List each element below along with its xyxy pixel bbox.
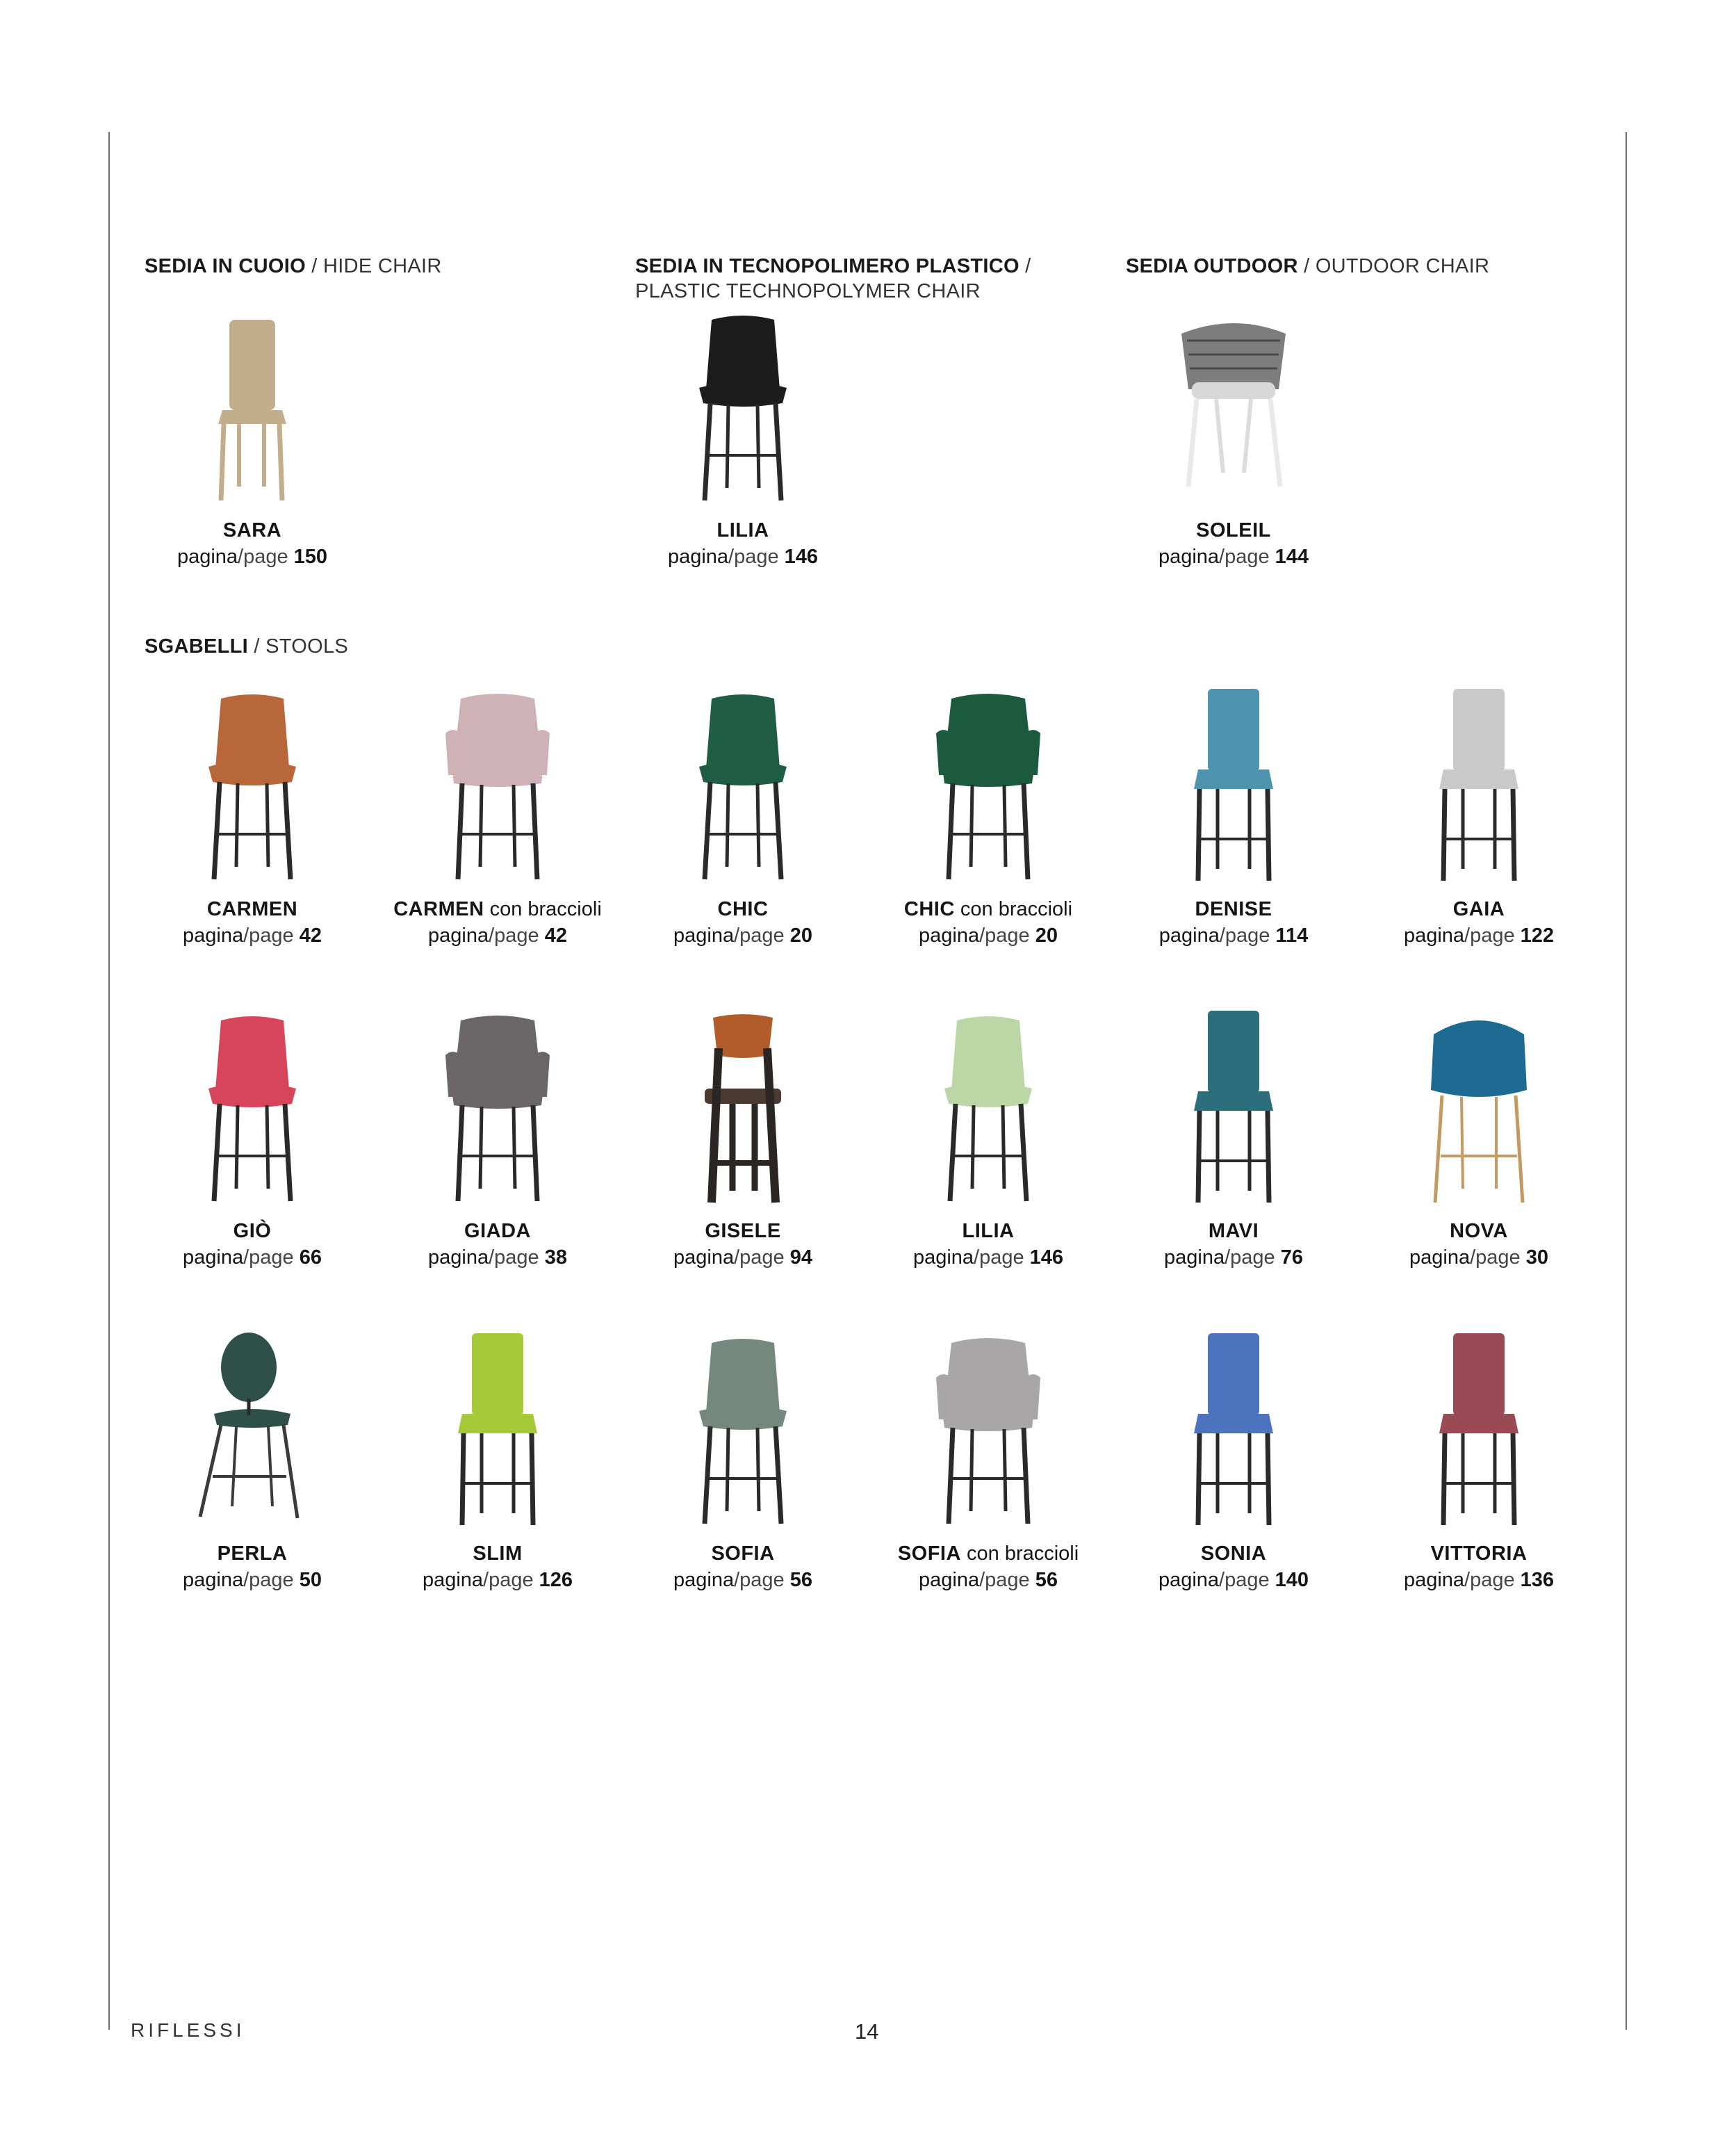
stool-item[interactable] — [1115, 1007, 1352, 1271]
page-label-it: pagina — [428, 1246, 489, 1269]
page-label-it: pagina — [177, 546, 238, 568]
page-number-value: 66 — [299, 1246, 322, 1269]
stool-item[interactable] — [379, 1007, 616, 1271]
page-label-it: pagina — [912, 1246, 974, 1269]
page-number-value: 20 — [789, 925, 812, 947]
page-number-value: 56 — [789, 1569, 812, 1591]
product-page-ref — [1115, 1567, 1352, 1593]
chair-icon — [1115, 306, 1352, 507]
product-name-text: LILIA — [716, 519, 769, 541]
product-name — [625, 1540, 861, 1567]
product-name-text: GISELE — [705, 1220, 781, 1242]
page-label-slash: / — [1219, 925, 1225, 947]
section-heading-separator: / — [1297, 255, 1316, 277]
product-name-text: SARA — [222, 519, 282, 541]
product-name-text: SOFIA — [711, 1542, 775, 1565]
product-name — [379, 1218, 616, 1244]
product-name — [870, 1540, 1106, 1567]
section-heading-italian: SGABELLI — [145, 635, 249, 658]
product-name — [1115, 517, 1352, 544]
product-page-ref — [625, 922, 861, 949]
stool-item[interactable] — [1361, 685, 1597, 949]
chair-icon — [625, 1329, 861, 1531]
stool-item[interactable] — [134, 1007, 370, 1271]
page-label-en: page — [489, 1569, 534, 1591]
page-label-it: pagina — [1164, 1246, 1225, 1269]
product-page-ref — [625, 544, 861, 570]
page-label-slash: / — [489, 925, 495, 947]
page-number-value: 50 — [299, 1569, 322, 1591]
chair-icon — [625, 685, 861, 886]
chair-icon — [134, 1329, 370, 1531]
product-name — [379, 896, 616, 922]
product-page-ref — [1361, 1567, 1597, 1593]
product-name-text: CHIC — [903, 898, 955, 920]
page-label-en: page — [1225, 925, 1270, 947]
product-name — [870, 1218, 1106, 1244]
page-number-value: 42 — [544, 925, 567, 947]
product-name-text: DENISE — [1195, 898, 1272, 920]
page-label-en: page — [985, 1569, 1030, 1591]
chair-item[interactable] — [1115, 306, 1352, 570]
page-label-en: page — [249, 925, 294, 947]
chair-item[interactable] — [134, 306, 370, 570]
product-name — [625, 896, 861, 922]
stool-item[interactable] — [379, 1329, 616, 1593]
page-label-en: page — [249, 1246, 294, 1269]
stool-item[interactable] — [870, 685, 1106, 949]
section-heading-italian: SEDIA IN TECNOPOLIMERO PLASTICO — [635, 255, 1020, 277]
page-label-en: page — [734, 546, 779, 568]
page-label-slash: / — [489, 1246, 495, 1269]
product-page-ref — [1361, 1244, 1597, 1271]
section-heading-english: PLASTIC TECHNOPOLYMER CHAIR — [635, 280, 981, 302]
stool-item[interactable] — [870, 1007, 1106, 1271]
page-label-en: page — [739, 1569, 785, 1591]
page-label-en: page — [979, 1246, 1024, 1269]
page-label-slash: / — [1219, 1569, 1225, 1591]
section-heading-plastic-chair — [635, 254, 1122, 304]
page-number-value: 122 — [1520, 925, 1555, 947]
page-label-it: pagina — [1409, 1246, 1471, 1269]
page-number-value: 38 — [544, 1246, 567, 1269]
chair-icon — [379, 1329, 616, 1531]
product-page-ref — [134, 922, 370, 949]
page-label-slash: / — [979, 925, 985, 947]
chair-icon — [134, 306, 370, 507]
page-number-value: 144 — [1275, 546, 1309, 568]
product-page-ref — [625, 1567, 861, 1593]
product-page-ref — [379, 1244, 616, 1271]
page-label-en: page — [494, 925, 539, 947]
stool-item[interactable] — [1115, 1329, 1352, 1593]
chair-icon — [134, 685, 370, 886]
section-heading-english: STOOLS — [265, 635, 349, 658]
page-label-slash: / — [1464, 925, 1471, 947]
page-label-it: pagina — [919, 1569, 980, 1591]
page-number-value: 146 — [784, 546, 819, 568]
chair-icon — [1115, 685, 1352, 886]
page-label-it: pagina — [183, 925, 244, 947]
page-number-value: 126 — [539, 1569, 573, 1591]
page-label-en: page — [1225, 1569, 1270, 1591]
product-name — [1115, 1218, 1352, 1244]
section-heading-separator: / — [248, 635, 266, 658]
page-label-slash: / — [728, 546, 735, 568]
product-name-text: PERLA — [217, 1542, 288, 1565]
page-number-value: 150 — [293, 546, 328, 568]
product-name — [625, 517, 861, 544]
page-label-it: pagina — [667, 546, 729, 568]
page-label-it: pagina — [673, 925, 735, 947]
chair-item[interactable] — [625, 306, 861, 570]
product-name-text: LILIA — [962, 1220, 1015, 1242]
page-label-en: page — [249, 1569, 294, 1591]
page-number-value: 94 — [789, 1246, 812, 1269]
page-label-en: page — [1470, 1569, 1515, 1591]
page-number: 14 — [855, 2019, 879, 2044]
footer-brand: RIFLESSI — [131, 2019, 245, 2041]
page-label-slash: / — [979, 1569, 985, 1591]
product-name — [134, 517, 370, 544]
chair-icon — [1361, 1329, 1597, 1531]
stool-item[interactable] — [625, 685, 861, 949]
product-name — [1361, 1218, 1597, 1244]
product-name-text: GAIA — [1452, 898, 1505, 920]
page-label-it: pagina — [1403, 1569, 1465, 1591]
section-heading-italian: SEDIA IN CUOIO — [145, 255, 306, 277]
page-label-en: page — [1475, 1246, 1521, 1269]
page-label-en: page — [494, 1246, 539, 1269]
product-name — [1115, 1540, 1352, 1567]
page-label-it: pagina — [183, 1569, 244, 1591]
page-label-en: page — [985, 925, 1030, 947]
page-label-slash: / — [974, 1246, 980, 1269]
section-heading-stools — [145, 634, 348, 659]
chair-icon — [379, 685, 616, 886]
chair-icon — [379, 1007, 616, 1208]
page-label-slash: / — [734, 925, 740, 947]
product-page-ref — [1115, 1244, 1352, 1271]
page-number-value: 76 — [1280, 1246, 1303, 1269]
product-name-text: CARMEN — [393, 898, 484, 920]
page-number-value: 30 — [1525, 1246, 1548, 1269]
page-number-value: 146 — [1029, 1246, 1064, 1269]
chair-icon — [134, 1007, 370, 1208]
product-name — [134, 896, 370, 922]
product-name — [134, 1218, 370, 1244]
page-label-slash: / — [243, 1569, 249, 1591]
page-label-en: page — [739, 1246, 785, 1269]
page-label-slash: / — [734, 1569, 740, 1591]
product-name-text: GIADA — [464, 1220, 531, 1242]
product-name-text: SONIA — [1200, 1542, 1267, 1565]
product-page-ref — [379, 1567, 616, 1593]
page-number-value: 20 — [1035, 925, 1058, 947]
chair-icon — [1115, 1329, 1352, 1531]
product-name — [1361, 1540, 1597, 1567]
product-name-text: CARMEN — [206, 898, 298, 920]
section-heading-english: OUTDOOR CHAIR — [1315, 255, 1490, 277]
page-label-it: pagina — [183, 1246, 244, 1269]
product-variant: con braccioli — [967, 1542, 1079, 1565]
section-heading-outdoor-chair — [1126, 254, 1489, 279]
product-name — [1361, 896, 1597, 922]
chair-icon — [1361, 1007, 1597, 1208]
stool-item[interactable] — [134, 1329, 370, 1593]
left-margin-rule — [108, 132, 110, 2030]
stool-item[interactable] — [625, 1329, 861, 1593]
product-page-ref — [134, 1244, 370, 1271]
page-label-it: pagina — [428, 925, 489, 947]
page-label-slash: / — [243, 1246, 249, 1269]
page-number-value: 140 — [1275, 1569, 1309, 1591]
stool-item[interactable] — [1115, 685, 1352, 949]
product-name — [134, 1540, 370, 1567]
stool-item[interactable] — [379, 685, 616, 949]
page-label-slash: / — [243, 925, 249, 947]
product-name — [1115, 896, 1352, 922]
stool-item[interactable] — [625, 1007, 861, 1271]
chair-icon — [870, 1329, 1106, 1531]
page-label-slash: / — [238, 546, 244, 568]
page-label-en: page — [243, 546, 288, 568]
page-number-value: 42 — [299, 925, 322, 947]
product-name-text: SLIM — [473, 1542, 523, 1565]
chair-icon — [870, 1007, 1106, 1208]
product-name — [625, 1218, 861, 1244]
page-label-it: pagina — [673, 1246, 735, 1269]
chair-icon — [1361, 685, 1597, 886]
page-label-it: pagina — [1403, 925, 1465, 947]
page-label-slash: / — [1464, 1569, 1471, 1591]
section-heading-english: HIDE CHAIR — [323, 255, 442, 277]
stool-item[interactable] — [870, 1329, 1106, 1593]
page-number-value: 136 — [1520, 1569, 1555, 1591]
product-page-ref — [870, 1567, 1106, 1593]
page-label-slash: / — [1219, 546, 1225, 568]
page-label-en: page — [1225, 546, 1270, 568]
page-label-slash: / — [1470, 1246, 1476, 1269]
product-page-ref — [625, 1244, 861, 1271]
chair-icon — [625, 1007, 861, 1208]
product-page-ref — [134, 1567, 370, 1593]
page-label-en: page — [1230, 1246, 1275, 1269]
product-name-text: SOLEIL — [1196, 519, 1271, 541]
product-page-ref — [379, 922, 616, 949]
product-variant: con braccioli — [960, 898, 1073, 920]
product-name — [870, 896, 1106, 922]
page-number-value: 114 — [1275, 925, 1309, 947]
page-label-it: pagina — [1158, 1569, 1220, 1591]
product-page-ref — [134, 544, 370, 570]
stool-item[interactable] — [134, 685, 370, 949]
page-label-en: page — [739, 925, 785, 947]
right-margin-rule — [1626, 132, 1627, 2030]
stool-item[interactable] — [1361, 1007, 1597, 1271]
product-page-ref — [1115, 922, 1352, 949]
page-label-it: pagina — [1158, 925, 1220, 947]
product-name-text: SOFIA — [897, 1542, 961, 1565]
page-label-slash: / — [1225, 1246, 1231, 1269]
page-label-it: pagina — [919, 925, 980, 947]
section-heading-italian: SEDIA OUTDOOR — [1126, 255, 1298, 277]
product-name-text: VITTORIA — [1430, 1542, 1528, 1565]
page-label-slash: / — [483, 1569, 489, 1591]
page-label-it: pagina — [673, 1569, 735, 1591]
product-page-ref — [1115, 544, 1352, 570]
product-page-ref — [1361, 922, 1597, 949]
section-heading-separator: / — [1019, 255, 1031, 277]
page-label-en: page — [1470, 925, 1515, 947]
page-label-it: pagina — [422, 1569, 484, 1591]
product-variant: con braccioli — [489, 898, 602, 920]
chair-icon — [870, 685, 1106, 886]
product-page-ref — [870, 922, 1106, 949]
section-heading-separator: / — [305, 255, 324, 277]
product-name-text: GIÒ — [233, 1220, 272, 1242]
product-name-text: CHIC — [717, 898, 769, 920]
section-heading-hide-chair — [145, 254, 442, 279]
page-label-slash: / — [734, 1246, 740, 1269]
product-name-text: MAVI — [1208, 1220, 1259, 1242]
product-page-ref — [870, 1244, 1106, 1271]
chair-icon — [1115, 1007, 1352, 1208]
chair-icon — [625, 306, 861, 507]
product-name — [379, 1540, 616, 1567]
stool-item[interactable] — [1361, 1329, 1597, 1593]
page-number-value: 56 — [1035, 1569, 1058, 1591]
product-name-text: NOVA — [1450, 1220, 1508, 1242]
page-label-it: pagina — [1158, 546, 1220, 568]
